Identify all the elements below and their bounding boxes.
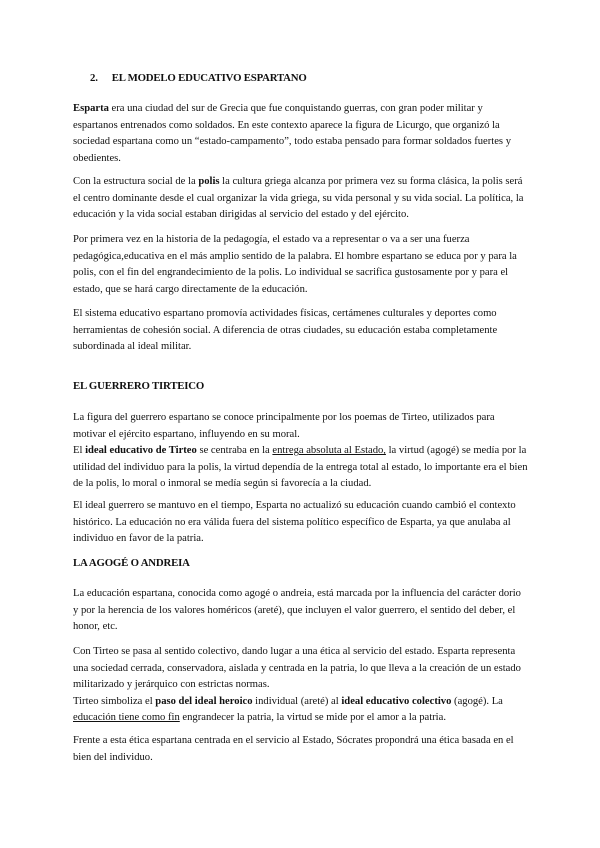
section-title: EL MODELO EDUCATIVO ESPARTANO bbox=[111, 72, 307, 84]
paragraph-socrates: Frente a esta ética espartana centrada en el servicio al Estado, Sócrates propondrá una ética basada en el bien del individuo. bbox=[73, 735, 514, 763]
paragraph-pedagogia: Por primera vez en la historia de la pedagogía, el estado va a representar o va a ser una fuerza pedagógica,educativa en el más amplio sentido de la palabra. El hombre espartano se educa por y para la polis, con el fin del engrandecimiento de la polis. Lo individual se sacrifica gustosamente por y para el estado, que se hará cargo directamente de la educación. bbox=[73, 234, 517, 295]
paragraph-esparta: Esparta era una ciudad del sur de Grecia que fue conquistando guerras, con gran poder militar y espartanos entrenados como soldados. En este contexto aparece la figura de Licurgo, que organizó la sociedad espartana como un “estado-campamento”, todo estaba pensado para formar soldados fuertes y obedientes. bbox=[73, 103, 512, 164]
paragraph-ideal-guerrero: El ideal guerrero se mantuvo en el tiempo, Esparta no actualizó su educación cuando cambió el contexto histórico. La educación no era válida fuera del sistema político específico de Esparta, ya que anulaba al individuo en favor de la patria. bbox=[73, 500, 516, 545]
section-heading bbox=[90, 70, 545, 87]
paragraph-agoge: La educación espartana, conocida como agogé o andreia, está marcada por la influencia del carácter dorio y por la herencia de los valores homéricos (areté), que incluyen el valor guerrero, el sentido del deber, el honor, etc. bbox=[73, 588, 521, 633]
heading-guerrero-tirteico: EL GUERRERO TIRTEICO bbox=[73, 380, 205, 392]
paragraph-sistema-educativo: El sistema educativo espartano promovía actividades físicas, certámenes culturales y deportes como herramientas de cohesión social. A diferencia de otras ciudades, su educación estaba completamente subordinada al ideal militar. bbox=[73, 308, 498, 353]
paragraph-tirteo: La figura del guerrero espartano se conoce principalmente por los poemas de Tirteo, utilizados para motivar el ejército espartano, influyendo en su moral. El ideal educativo de Tirteo se centraba en la entrega absoluta al Estado, la virtud (agogé) se medía por la utilidad del individuo para la polis, la virtud dependía de la entrega total al estado, lo importante era el bien de la polis, lo moral o inmoral se medía según si favorecía a la ciudad. bbox=[73, 412, 528, 490]
paragraph-sentido-colectivo: Con Tirteo se pasa al sentido colectivo, dando lugar a una ética al servicio del estado. Esparta representa una sociedad cerrada, conservadora, aislada y centrada en la patria, lo que lleva a la creación de un estado militarizado y jerárquico con estrictas normas. Tirteo simboliza el paso del ideal heroico individual (areté) al ideal educativo colectivo (agogé). La educación tiene como fin engrandecer la patria, la virtud se mide por el amor a la patria. bbox=[73, 646, 521, 724]
heading-agoge-andreia: LA AGOGÉ O ANDREIA bbox=[73, 557, 190, 569]
paragraph-polis: Con la estructura social de la polis la cultura griega alcanza por primera vez su forma clásica, la polis será el centro dominante desde el cual organizar la vida griega, su vida personal y su vida social. La política, la educación y la vida social estaban dirigidas al servicio del estado y del ejército. bbox=[73, 176, 524, 221]
section-number: 2. bbox=[90, 72, 98, 84]
